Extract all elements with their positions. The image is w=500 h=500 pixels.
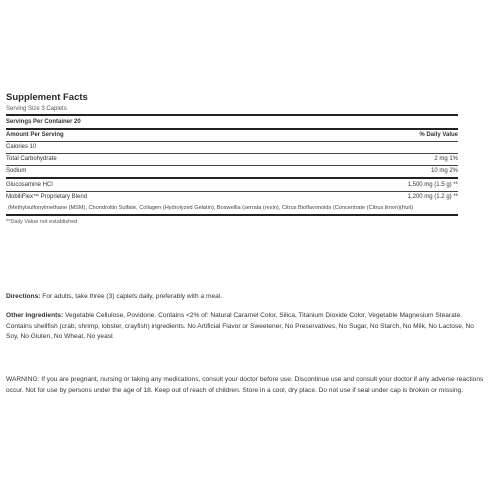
row-name: Sodium xyxy=(6,168,27,174)
row-amount: 1,200 mg (1.2 g) ** xyxy=(407,194,458,200)
serving-size: Serving Size 3 Caplets xyxy=(6,106,67,112)
daily-value-footnote: **Daily Value not established xyxy=(6,219,78,225)
row-amount: 1,500 mg (1.5 g) ** xyxy=(407,182,458,188)
facts-row-glucosamine xyxy=(6,179,458,191)
amount-header-row xyxy=(6,130,458,141)
facts-row-sodium xyxy=(6,166,458,177)
directions-label: Directions: xyxy=(6,293,41,300)
other-ingredients xyxy=(6,311,484,343)
row-amount: 2 mg 1% xyxy=(434,156,458,162)
row-name: Glucosamine HCl xyxy=(6,182,53,188)
servings-per-container xyxy=(6,116,458,128)
servings-per-container-text: Servings Per Container 20 xyxy=(6,119,81,125)
blend-ingredients: (Methylsulfonylmethane (MSM), Chondroitin Sulfate, Collagen (Hydrolyzed Gelatin), Boswellia (serrata (resin), Citrus Bioflavonoids (Concentrate (Citrus limon)(fruit) xyxy=(8,205,414,211)
facts-row-carbohydrate xyxy=(6,154,458,165)
supplement-facts-panel xyxy=(6,92,458,227)
directions-text: For adults, take three (3) caplets daily, preferably with a meal. xyxy=(40,293,223,300)
row-amount: 10 mg 2% xyxy=(430,168,458,174)
directions xyxy=(6,292,484,303)
facts-title: Supplement Facts xyxy=(6,92,88,103)
facts-row-blend xyxy=(6,192,458,203)
row-name: MobiliFlex™ Proprietary Blend xyxy=(6,194,88,200)
other-ingredients-text: Vegetable Cellulose, Povidone. Contains <2% of: Natural Caramel Color, Silica, Titanium Dioxide Color, Vegetable Magnesium Stearate. Contains shellfish (crab, shrimp, lobster, crayfish) ingredients. No Artificial Flavor or Sweetener, No Preservatives, No Sugar, No Starch, No Milk, No Lactose, No Soy, No Gluten, No Wheat, No yeast xyxy=(6,312,474,340)
row-name: Calories 10 xyxy=(6,144,37,150)
warning: WARNING: If you are pregnant, nursing or taking any medications, consult your doctor before use. Discontinue use and consult your doctor if any adverse reactions occur. Not for use by persons under the age of 18. Keep out of reach of children. Store in a cool, dry place. Do not use if seal under cap is broken or missing. xyxy=(6,376,484,394)
row-name: Total Carbohydrate xyxy=(6,156,57,162)
dv-header: % Daily Value xyxy=(419,132,458,138)
amount-header: Amount Per Serving xyxy=(6,132,64,138)
other-ingredients-label: Other Ingredients: xyxy=(6,312,64,319)
facts-row-calories xyxy=(6,142,458,153)
